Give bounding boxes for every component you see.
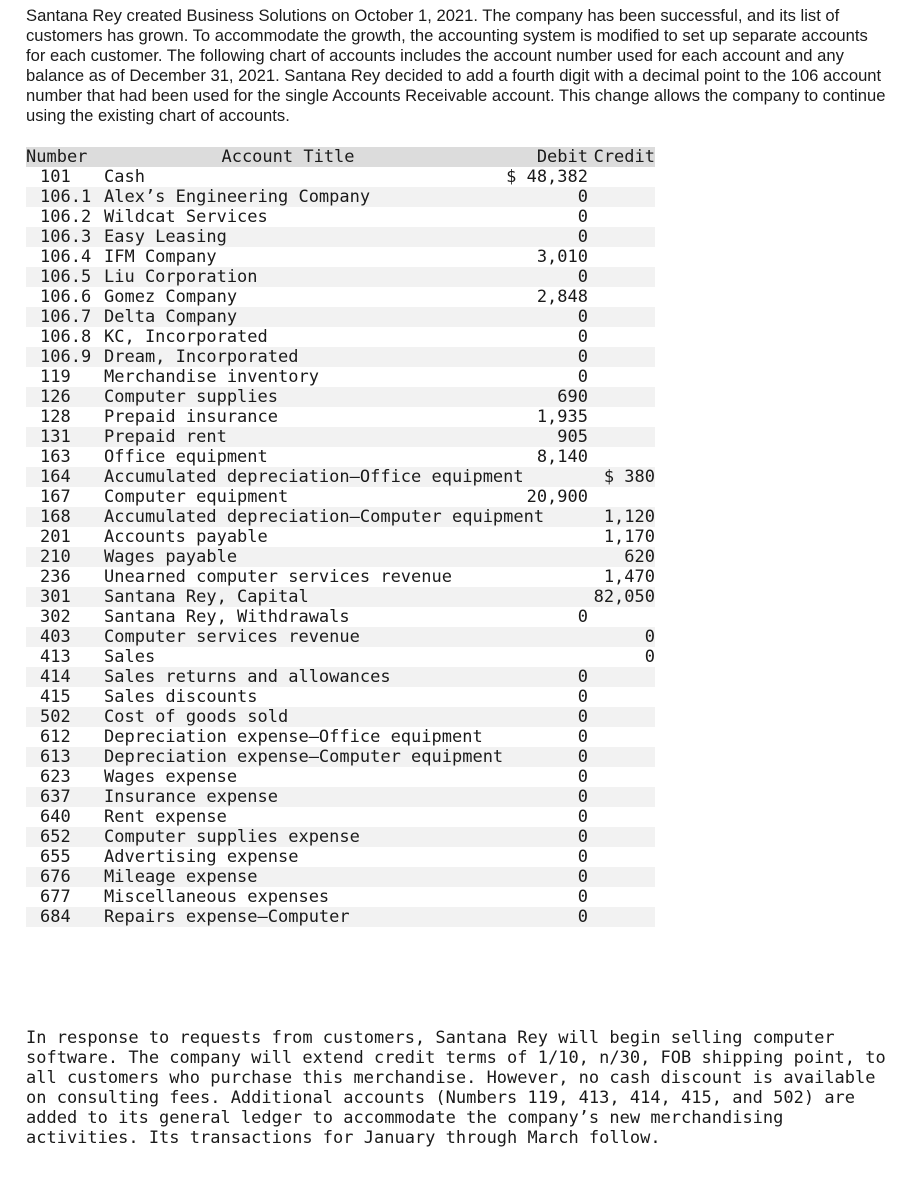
debit-amount: 0	[577, 747, 588, 767]
table-row	[26, 507, 655, 527]
account-number: 415	[40, 687, 71, 707]
credit-amount	[588, 827, 655, 847]
table-row	[26, 747, 655, 767]
credit-amount	[588, 247, 655, 267]
account-number: 119	[40, 367, 71, 387]
credit-amount	[588, 307, 655, 327]
debit-amount: 0	[577, 907, 588, 927]
debit-amount: 0	[577, 347, 588, 367]
account-title: KC, Incorporated	[104, 327, 268, 347]
account-title: Wages payable	[104, 547, 238, 567]
table-row	[26, 787, 655, 807]
account-title: Accounts payable	[104, 527, 268, 547]
debit-amount: 690	[557, 387, 588, 407]
table-row	[26, 467, 655, 487]
account-number: 684	[40, 907, 71, 927]
account-number: 210	[40, 547, 71, 567]
table-row	[26, 587, 655, 607]
account-title: Accumulated depreciation—Office equipment	[104, 467, 524, 487]
account-title: Wildcat Services	[104, 207, 268, 227]
account-title: Santana Rey, Withdrawals	[104, 607, 350, 627]
account-title: IFM Company	[104, 247, 217, 267]
credit-amount: 1,470	[603, 567, 655, 587]
account-number: 131	[40, 427, 71, 447]
table-row	[26, 527, 655, 547]
account-number: 126	[40, 387, 71, 407]
account-title: Unearned computer services revenue	[104, 567, 452, 587]
credit-amount	[588, 807, 655, 827]
credit-amount	[588, 327, 655, 347]
account-title: Merchandise inventory	[104, 367, 319, 387]
table-row	[26, 327, 655, 347]
credit-amount	[588, 367, 655, 387]
account-title: Sales discounts	[104, 687, 258, 707]
credit-amount	[588, 407, 655, 427]
account-number: 106.5	[40, 267, 92, 287]
debit-amount	[472, 587, 588, 607]
account-title: Sales	[104, 647, 156, 667]
credit-amount	[588, 747, 655, 767]
debit-amount: 0	[577, 887, 588, 907]
table-row	[26, 887, 655, 907]
table-row	[26, 347, 655, 367]
credit-amount	[588, 667, 655, 687]
account-number: 623	[40, 767, 71, 787]
credit-amount	[588, 907, 655, 927]
credit-amount	[588, 687, 655, 707]
debit-amount: $ 48,382	[506, 167, 588, 187]
account-title: Office equipment	[104, 447, 268, 467]
outro-paragraph: In response to requests from customers, Santana Rey will begin selling computer software. The company will extend credit terms of 1/10, n/30, FOB shipping point, to all customers who purchase this merchandise. However, no cash discount is available on consulting fees. Additional accounts (Numbers 119, 413, 414, 415, and 502) are added to its general ledger to accommodate the company’s new merchandising activities. Its transactions for January through March follow.	[26, 1028, 886, 1148]
account-number: 201	[40, 527, 71, 547]
account-number: 413	[40, 647, 71, 667]
table-row	[26, 807, 655, 827]
intro-paragraph: Santana Rey created Business Solutions on October 1, 2021. The company has been successful, and its list of customers has grown. To accommodate the growth, the accounting system is modified to set up separate accounts for each customer. The following chart of accounts includes the account number used for each account and any balance as of December 31, 2021. Santana Rey decided to add a fourth digit with a decimal point to the 106 account number that had been used for the single Accounts Receivable account. This change allows the company to continue using the existing chart of accounts.	[26, 6, 886, 125]
debit-amount: 0	[577, 607, 588, 627]
credit-amount	[588, 847, 655, 867]
debit-amount: 0	[577, 727, 588, 747]
debit-amount: 20,900	[526, 487, 588, 507]
debit-amount: 0	[577, 307, 588, 327]
account-title: Gomez Company	[104, 287, 238, 307]
account-number: 677	[40, 887, 71, 907]
credit-amount: 0	[644, 627, 655, 647]
debit-amount: 0	[577, 187, 588, 207]
debit-amount: 0	[577, 867, 588, 887]
credit-amount	[588, 767, 655, 787]
credit-amount: $ 380	[603, 467, 655, 487]
account-title: Cost of goods sold	[104, 707, 289, 727]
credit-amount	[588, 187, 655, 207]
debit-amount	[472, 527, 588, 547]
account-title: Delta Company	[104, 307, 238, 327]
table-row	[26, 367, 655, 387]
account-title: Depreciation expense—Office equipment	[104, 727, 483, 747]
table-row	[26, 607, 655, 627]
account-title: Sales returns and allowances	[104, 667, 391, 687]
credit-amount	[588, 867, 655, 887]
table-row	[26, 227, 655, 247]
header-debit: Debit	[536, 147, 588, 167]
credit-amount	[588, 387, 655, 407]
debit-amount: 0	[577, 787, 588, 807]
table-row	[26, 167, 655, 187]
credit-amount	[588, 347, 655, 367]
table-row	[26, 207, 655, 227]
chart-of-accounts-table	[26, 147, 655, 927]
header-account-title: Account Title	[221, 147, 355, 167]
account-title: Liu Corporation	[104, 267, 258, 287]
table-row	[26, 767, 655, 787]
account-number: 652	[40, 827, 71, 847]
debit-amount: 0	[577, 827, 588, 847]
account-title: Computer services revenue	[104, 627, 360, 647]
table-row	[26, 427, 655, 447]
account-number: 403	[40, 627, 71, 647]
debit-amount: 0	[577, 767, 588, 787]
account-title: Mileage expense	[104, 867, 258, 887]
credit-amount: 0	[644, 647, 655, 667]
credit-amount	[588, 707, 655, 727]
table-row	[26, 307, 655, 327]
table-row	[26, 847, 655, 867]
debit-amount: 0	[577, 367, 588, 387]
account-number: 637	[40, 787, 71, 807]
account-number: 128	[40, 407, 71, 427]
account-number: 302	[40, 607, 71, 627]
account-number: 236	[40, 567, 71, 587]
credit-amount: 1,170	[603, 527, 655, 547]
debit-amount: 0	[577, 847, 588, 867]
credit-amount	[588, 167, 655, 187]
debit-amount	[472, 627, 588, 647]
account-number: 106.9	[40, 347, 92, 367]
credit-amount	[588, 207, 655, 227]
debit-amount: 2,848	[536, 287, 588, 307]
table-row	[26, 687, 655, 707]
debit-amount: 0	[577, 227, 588, 247]
table-row	[26, 187, 655, 207]
credit-amount	[588, 887, 655, 907]
table-row	[26, 547, 655, 567]
account-title: Dream, Incorporated	[104, 347, 299, 367]
debit-amount: 3,010	[536, 247, 588, 267]
account-number: 655	[40, 847, 71, 867]
credit-amount	[588, 427, 655, 447]
debit-amount	[472, 647, 588, 667]
credit-amount	[588, 787, 655, 807]
account-title: Repairs expense—Computer	[104, 907, 350, 927]
credit-amount	[588, 227, 655, 247]
header-number: Number	[26, 147, 88, 167]
debit-amount: 0	[577, 807, 588, 827]
table-row	[26, 447, 655, 467]
debit-amount: 0	[577, 207, 588, 227]
debit-amount: 0	[577, 687, 588, 707]
table-row	[26, 867, 655, 887]
account-number: 414	[40, 667, 71, 687]
account-title: Depreciation expense—Computer equipment	[104, 747, 504, 767]
table-row	[26, 907, 655, 927]
table-header-row	[26, 147, 655, 167]
account-number: 613	[40, 747, 71, 767]
credit-amount: 620	[624, 547, 655, 567]
account-number: 301	[40, 587, 71, 607]
debit-amount: 0	[577, 707, 588, 727]
account-number: 106.8	[40, 327, 92, 347]
account-number: 612	[40, 727, 71, 747]
table-row	[26, 267, 655, 287]
account-title: Santana Rey, Capital	[104, 587, 309, 607]
account-title: Cash	[104, 167, 145, 187]
account-number: 106.2	[40, 207, 92, 227]
credit-amount	[588, 267, 655, 287]
account-title: Computer supplies	[104, 387, 278, 407]
credit-amount	[588, 487, 655, 507]
debit-amount: 8,140	[536, 447, 588, 467]
account-number: 167	[40, 487, 71, 507]
account-title: Advertising expense	[104, 847, 299, 867]
debit-amount: 0	[577, 267, 588, 287]
account-number: 640	[40, 807, 71, 827]
credit-amount	[588, 447, 655, 467]
table-row	[26, 627, 655, 647]
account-title: Computer supplies expense	[104, 827, 360, 847]
table-row	[26, 287, 655, 307]
account-title: Rent expense	[104, 807, 227, 827]
debit-amount: 1,935	[536, 407, 588, 427]
table-row	[26, 707, 655, 727]
account-title: Wages expense	[104, 767, 238, 787]
account-title: Miscellaneous expenses	[104, 887, 330, 907]
table-row	[26, 667, 655, 687]
table-row	[26, 827, 655, 847]
table-row	[26, 567, 655, 587]
debit-amount	[472, 567, 588, 587]
account-title: Computer equipment	[104, 487, 289, 507]
account-title: Accumulated depreciation—Computer equipment	[104, 507, 545, 527]
account-number: 676	[40, 867, 71, 887]
account-title: Insurance expense	[104, 787, 278, 807]
account-number: 106.4	[40, 247, 92, 267]
account-title: Prepaid rent	[104, 427, 227, 447]
account-title: Prepaid insurance	[104, 407, 278, 427]
table-row	[26, 247, 655, 267]
account-number: 106.3	[40, 227, 92, 247]
debit-amount: 0	[577, 667, 588, 687]
debit-amount	[472, 547, 588, 567]
debit-amount: 905	[557, 427, 588, 447]
account-title: Easy Leasing	[104, 227, 227, 247]
account-number: 163	[40, 447, 71, 467]
credit-amount	[588, 727, 655, 747]
account-number: 164	[40, 467, 71, 487]
account-number: 106.7	[40, 307, 92, 327]
credit-amount: 82,050	[593, 587, 655, 607]
table-row	[26, 407, 655, 427]
table-row	[26, 487, 655, 507]
account-number: 106.6	[40, 287, 92, 307]
credit-amount	[588, 287, 655, 307]
table-row	[26, 647, 655, 667]
credit-amount	[588, 607, 655, 627]
account-number: 168	[40, 507, 71, 527]
table-row	[26, 387, 655, 407]
table-row	[26, 727, 655, 747]
header-credit: Credit	[593, 147, 655, 167]
account-number: 106.1	[40, 187, 92, 207]
account-number: 101	[40, 167, 71, 187]
table-body	[26, 167, 655, 927]
debit-amount: 0	[577, 327, 588, 347]
credit-amount: 1,120	[603, 507, 655, 527]
account-number: 502	[40, 707, 71, 727]
account-title: Alex’s Engineering Company	[104, 187, 371, 207]
